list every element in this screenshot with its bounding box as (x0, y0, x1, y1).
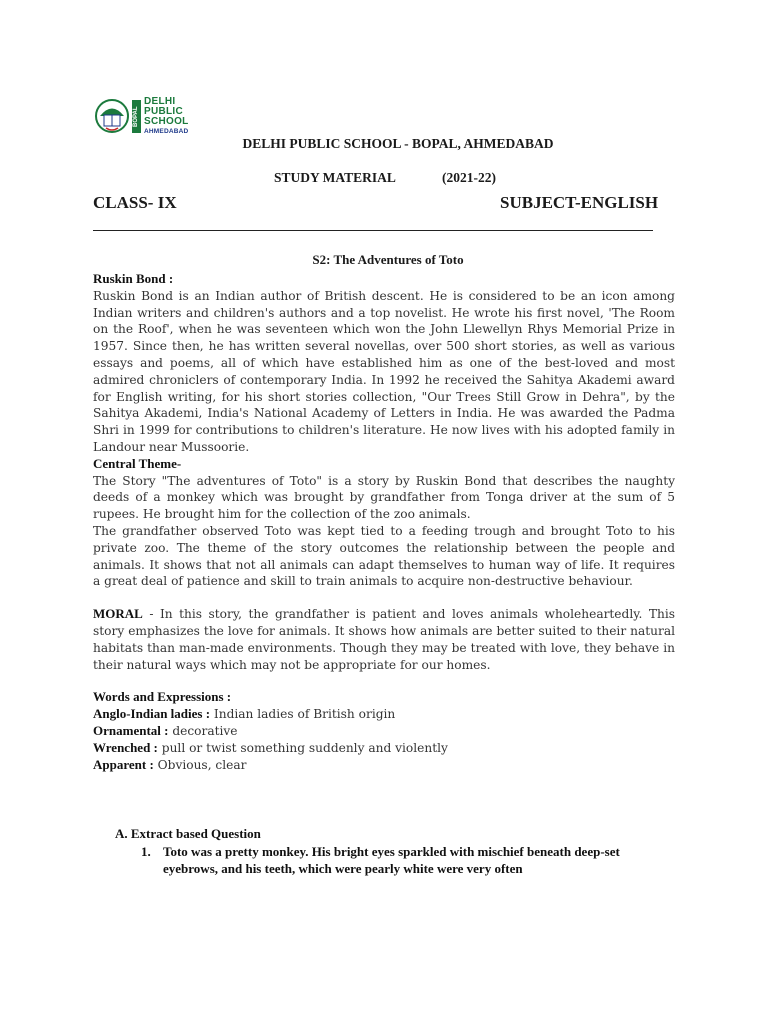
moral-text: - In this story, the grandfather is patient and loves animals wholeheartedly. This story emphasizes the love for animals. It shows how animals are better suited to their natural habitats than man-made environments. Though they may be treated with love, they behave in their natural ways which may not be appropriate for our homes. (93, 607, 675, 672)
word-term: Anglo-Indian ladies : (93, 706, 211, 722)
logo-line-4: AHMEDABAD (144, 128, 189, 135)
word-entry (93, 757, 675, 774)
logo-side-label: BOPAL (132, 100, 141, 133)
word-meaning: Indian ladies of British origin (210, 707, 396, 722)
logo-line-1: DELHI (144, 96, 176, 107)
logo-line-3: SCHOOL (144, 116, 189, 127)
academic-year: (2021-22) (442, 170, 496, 185)
author-paragraph: Ruskin Bond is an Indian author of British descent. He is considered to be an icon among Indian writers and children's authors and a top novelist. He wrote his first novel, 'The Room on the Roof', when he was seventeen which won the John Llewellyn Rhys Memorial Prize in 1957. Since then, he has written several novellas, over 500 short stories, as well as various essays and poems, all of which have established him as one of the best-loved and most admired chroniclers of contemporary India. In 1992 he received the Sahitya Akademi award for English writing, for his short stories collection, "Our Trees Still Grow in Dehra", by the Sahitya Akademi, India's National Academy of Letters in India. He was awarded the Padma Shri in 1999 for contributions to children's literature. He now lives with his adopted family in Landour near Mussoorie. (93, 288, 675, 454)
author-heading: Ruskin Bond : (93, 271, 174, 286)
school-logo (94, 97, 200, 135)
extract-heading: A. Extract based Question (115, 826, 261, 841)
word-meaning: Obvious, clear (153, 757, 247, 772)
moral-label: MORAL (93, 606, 143, 622)
theme-heading: Central Theme- (93, 455, 182, 471)
theme-paragraph-2: The grandfather observed Toto was kept tied to a feeding trough and brought Toto to his private zoo. The theme of the story outcomes the relationship between the people and animals. It shows that not all animals can adapt themselves to human way of life. It requires a great deal of patience and skill to train animals to acquire non-destructive behaviour. (93, 523, 675, 589)
logo-wordmark (144, 97, 189, 137)
class-label: CLASS- IX (93, 193, 177, 212)
question-item (115, 843, 663, 877)
subject-label: SUBJECT-ENGLISH (500, 193, 659, 212)
word-term: Wrenched : (93, 739, 158, 755)
school-emblem-icon (94, 97, 130, 135)
school-name: DELHI PUBLIC SCHOOL - BOPAL, AHMEDABAD (242, 136, 554, 151)
theme-paragraph-1: The Story "The adventures of Toto" is a story by Ruskin Bond that describes the naughty deeds of a monkey which was brought by grandfather from Tonga driver at the sum of 5 rupees. He brought him for the collection of the zoo animals. (93, 473, 675, 522)
words-heading: Words and Expressions : (93, 689, 232, 705)
chapter-title: S2: The Adventures of Toto (312, 252, 464, 267)
moral-paragraph (93, 606, 675, 673)
word-meaning: pull or twist something suddenly and violently (157, 740, 448, 755)
header-divider (93, 230, 653, 231)
document-body (93, 271, 675, 773)
word-entry (93, 740, 675, 757)
word-term: Ornamental : (93, 722, 169, 738)
question-number: 1. (141, 844, 151, 859)
spacer (93, 673, 675, 689)
word-term: Apparent : (93, 756, 154, 772)
study-material-label: STUDY MATERIAL (274, 170, 396, 185)
logo-line-2: PUBLIC (144, 106, 184, 117)
question-text: Toto was a pretty monkey. His bright eyes sparkled with mischief beneath deep-set eyebrows, and his teeth, which were pearly white were very often (163, 844, 620, 876)
word-entry (93, 706, 675, 723)
extract-section (115, 826, 663, 877)
word-entry (93, 723, 675, 740)
spacer (93, 590, 675, 606)
word-meaning: decorative (168, 723, 238, 738)
